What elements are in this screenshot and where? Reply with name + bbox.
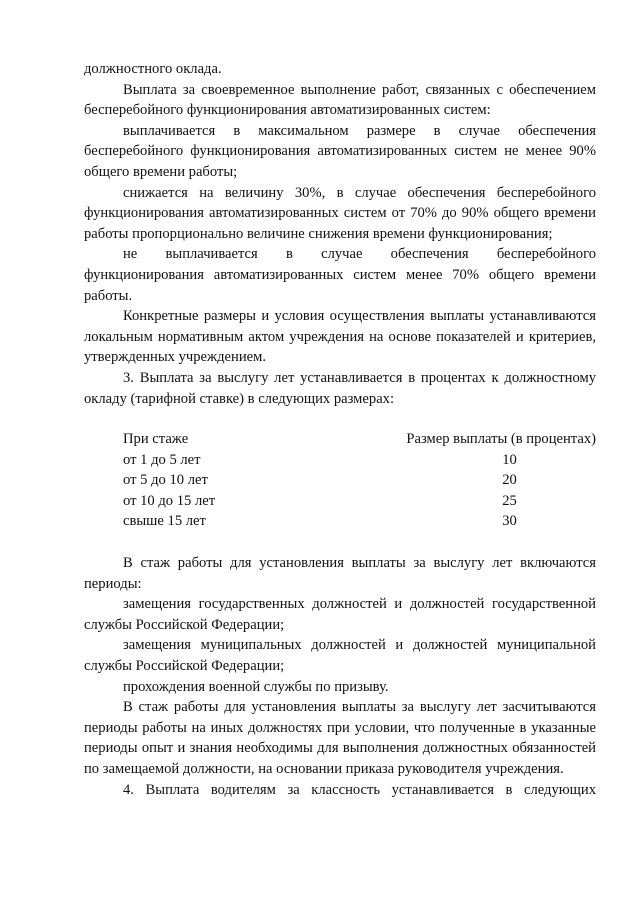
- paragraph: Выплата за своевременное выполнение работ, связанных с обеспечением бесперебойного функционирования автоматизированных систем:: [84, 81, 596, 119]
- table-header-row: [123, 429, 596, 450]
- table-header-percent: Размер выплаты (в процентах): [406, 431, 596, 448]
- paragraph: не выплачивается в случае обеспечения бесперебойного функционирования автоматизированных систем менее 70% общего времени работы.: [84, 246, 596, 304]
- table-cell-period: от 10 до 15 лет: [123, 492, 216, 509]
- paragraph: Конкретные размеры и условия осуществления выплаты устанавливаются локальным нормативным актом учреждения на основе показателей и критериев, утвержденных учреждением.: [84, 308, 596, 366]
- table-cell-percent: 20: [502, 472, 517, 489]
- table-cell-percent: 10: [502, 451, 517, 468]
- table-cell-period: от 5 до 10 лет: [123, 472, 208, 489]
- paragraph: 3. Выплата за выслугу лет устанавливается в процентах к должностному окладу (тарифной ставке) в следующих размерах:: [84, 369, 596, 407]
- table-row: [123, 511, 596, 532]
- table-cell-period: от 1 до 5 лет: [123, 451, 201, 468]
- paragraph: должностного оклада.: [84, 61, 222, 77]
- seniority-table: [123, 429, 596, 532]
- paragraph: выплачивается в максимальном размере в случае обеспечения бесперебойного функционирования автоматизированных систем не менее 90% общего времени работы;: [84, 122, 596, 180]
- paragraph: В стаж работы для установления выплаты за выслугу лет засчитываются периоды работы на иных должностях при условии, что полученные в указанные периоды опыт и знания необходимы для выполнения должностных обязанностей по замещаемой должности, на основании приказа руководителя учреждения.: [84, 699, 596, 777]
- document-body: [84, 59, 596, 800]
- table-row: [123, 450, 596, 471]
- paragraph: 4. Выплата водителям за классность устанавливается в следующих: [123, 781, 596, 798]
- table-rows: [123, 450, 596, 532]
- table-cell-percent: 30: [502, 513, 517, 530]
- paragraphs-before-table: [84, 59, 596, 409]
- table-row: [123, 470, 596, 491]
- paragraph: замещения государственных должностей и должностей государственной службы Российской Федерации;: [84, 596, 596, 633]
- paragraph: В стаж работы для установления выплаты за выслугу лет включаются периоды:: [84, 555, 596, 592]
- paragraph: замещения муниципальных должностей и должностей муниципальной службы Российской Федерации;: [84, 637, 596, 675]
- paragraphs-after-table: [84, 553, 596, 800]
- table-header-period: При стаже: [123, 431, 189, 448]
- paragraph: прохождения военной службы по призыву.: [123, 678, 389, 695]
- table-cell-percent: 25: [502, 492, 517, 509]
- table-row: [123, 491, 596, 512]
- paragraph: снижается на величину 30%, в случае обеспечения бесперебойного функционирования автоматизированных систем от 70% до 90% общего времени работы пропорционально величине снижения времени функционирования;: [84, 184, 596, 242]
- table-cell-period: свыше 15 лет: [123, 513, 206, 530]
